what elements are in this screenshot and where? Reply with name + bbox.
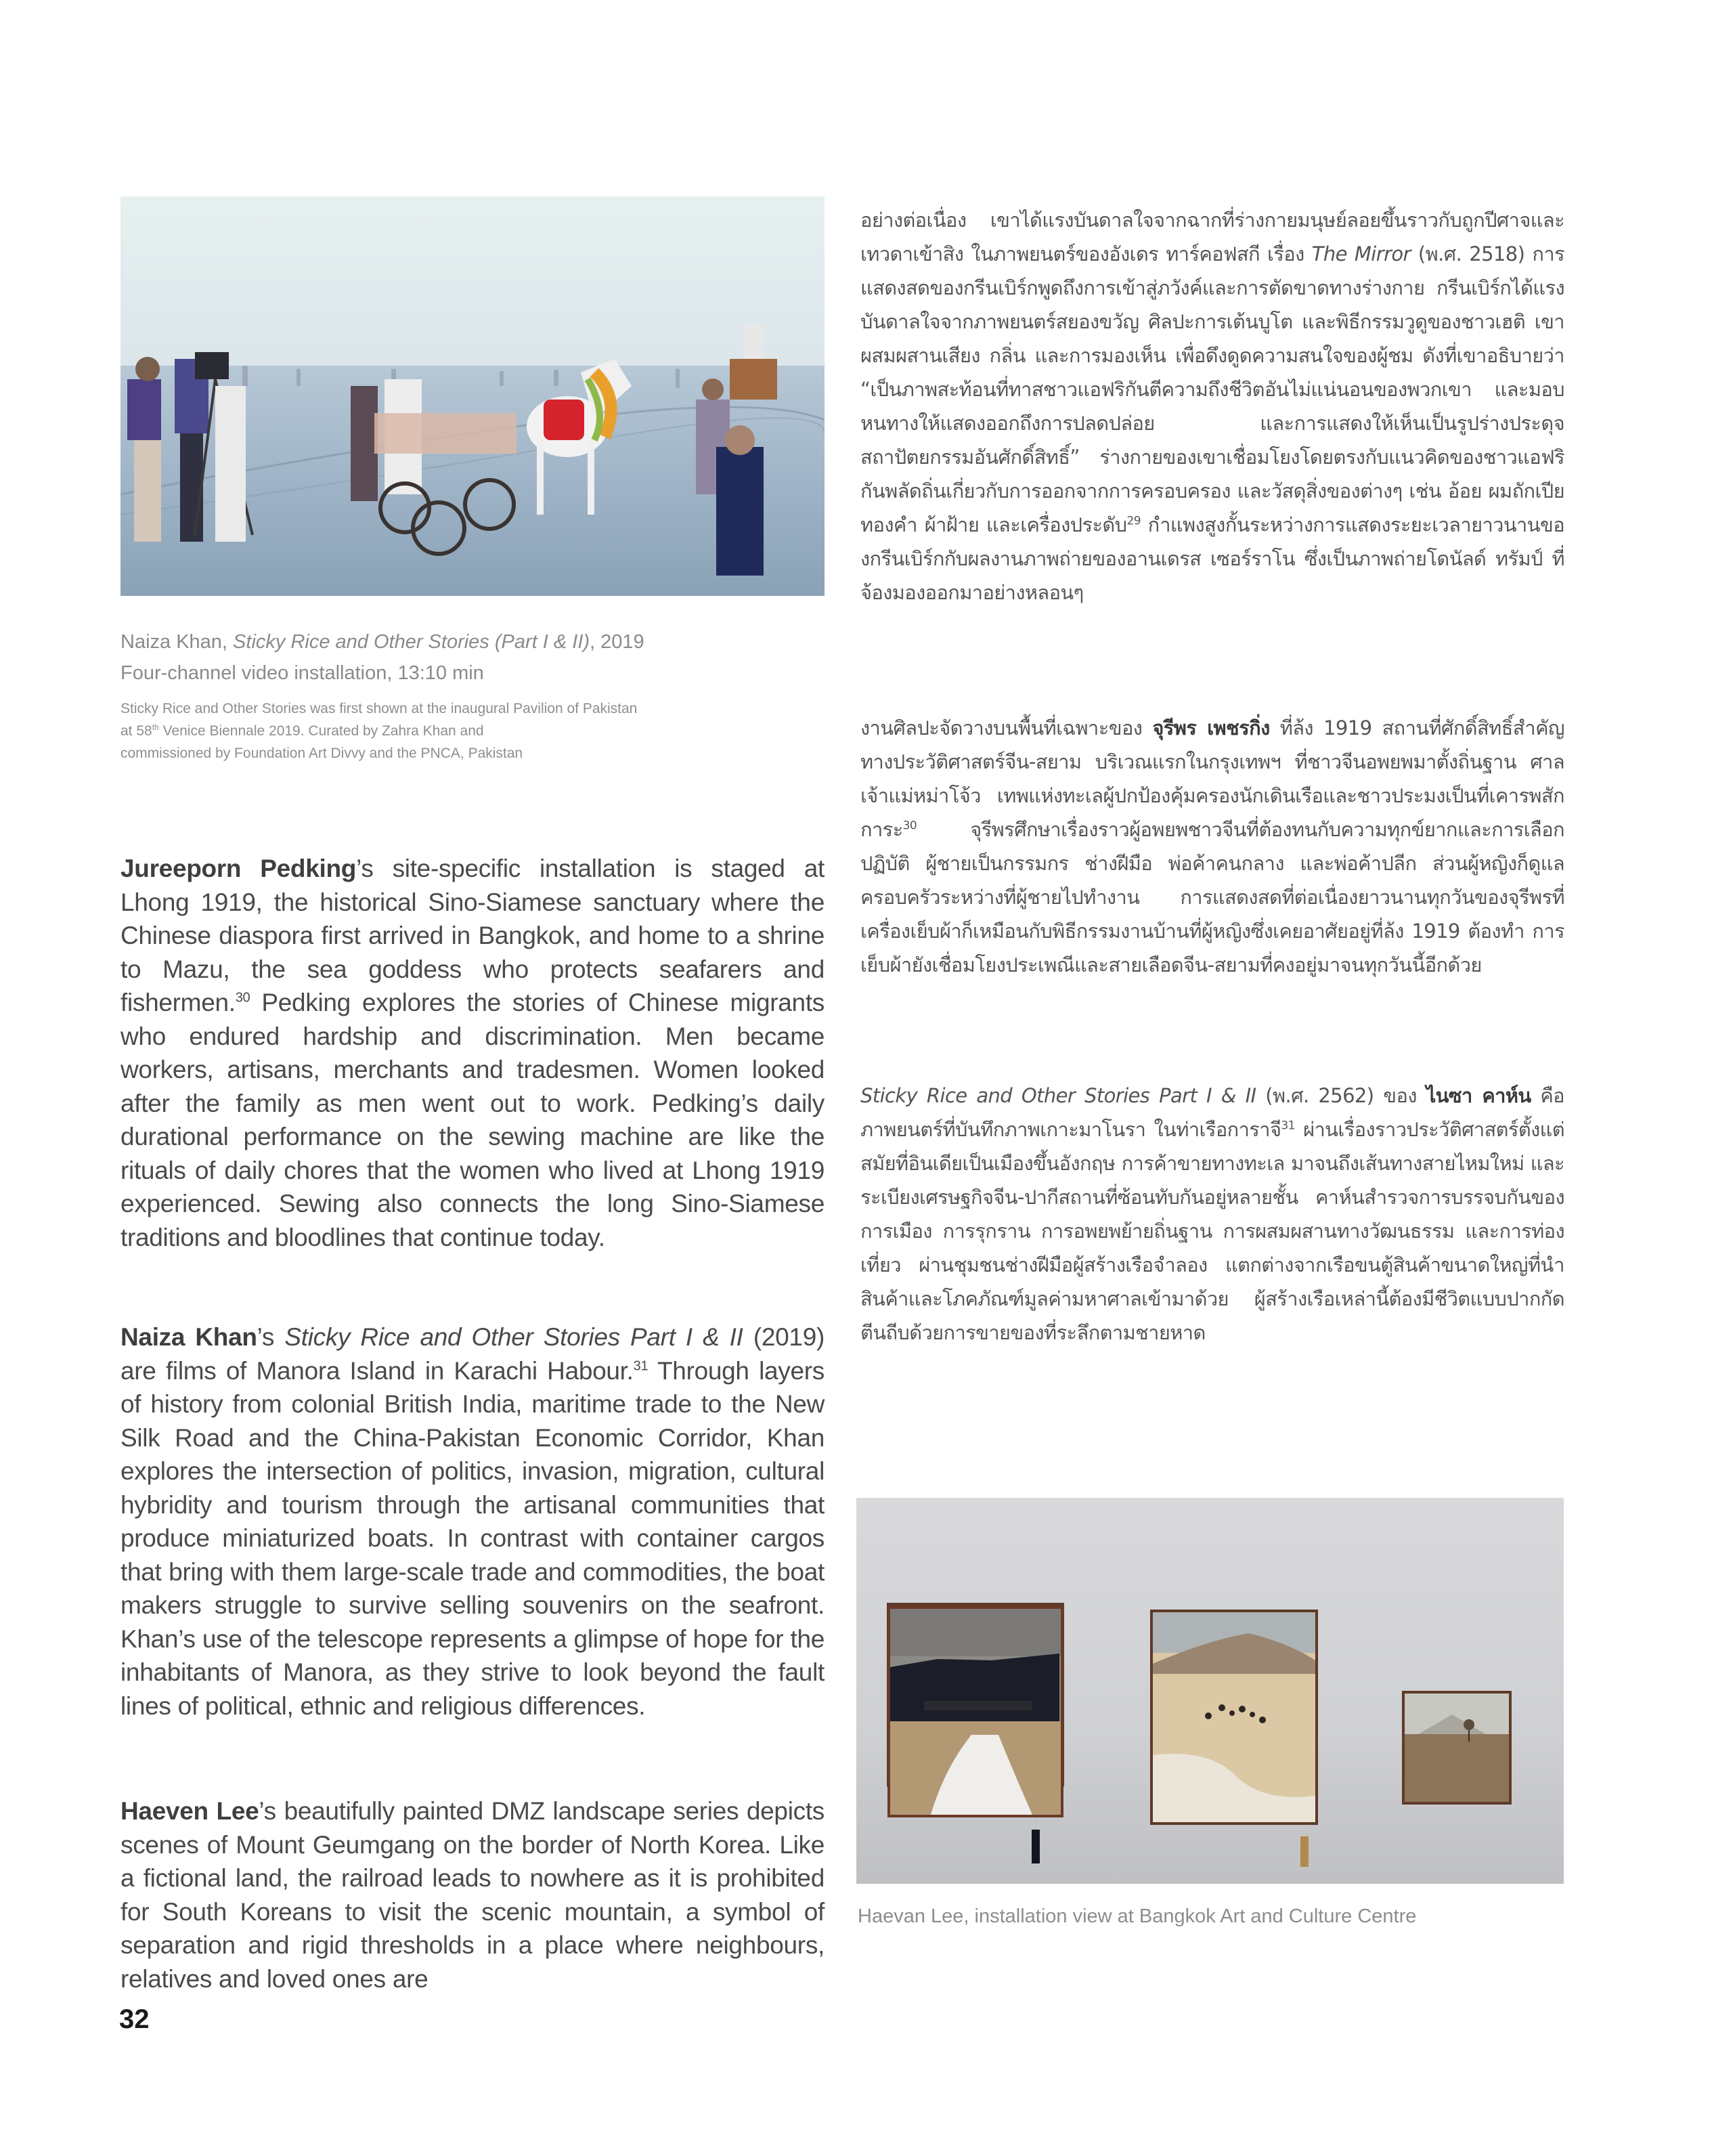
page-number: 32	[119, 2004, 150, 2034]
beach-photo-caption	[120, 626, 825, 689]
paragraph-khan: Naiza Khan’s Sticky Rice and Other Stories Part I & II (2019) are films of Manora Island in Karachi Habour.$^{31}$ Through layers of history from colonial British India, maritime trade to the New Silk Road and the China-Pakistan Economic Corridor, Khan explores the intersection of politics, invasion, migration, cultural hybridity and tourism through the artisanal communities that produce miniaturized boats. In contrast with container cargos that bring with them large-scale trade and commodities, the boat makers struggle to survive selling souvenirs on the seafront. Khan’s use of the telescope represents a glimpse of hope for the inhabitants of Manora, as they strive to look beyond the fault lines of political, ethnic and religious differences.	[120, 1323, 825, 1720]
thai-paragraph-greenberg: อย่างต่อเนื่อง เขาได้แรงบันดาลใจจากฉากที่ร่างกายมนุษย์ลอยขึ้นราวกับถูกปีศาจและเทวดาเข้าสิง ในภาพยนตร์ของอังเดร ทาร์คอฟสกี เรื่อง The Mirror (พ.ศ. 2518) การแสดงสดของกรีนเบิร์กพูดถึงการเข้าสู่ภวังค์และการตัดขาดทางร่างกาย กรีนเบิร์กได้แรงบันดาลใจจากภาพยนตร์สยองขวัญ ศิลปะการเต้นบูโต และพิธีกรรมวูดูของชาวเฮติ เขาผสมผสานเสียง กลิ่น และการมองเห็น เพื่อดึงดูดความสนใจของผู้ชม ดังที่เขาอธิบายว่า “เป็นภาพสะท้อนที่ทาสชาวแอฟริกันตีความถึงชีวิตอันไม่แน่นอนของพวกเขา และมอบหนทางให้แสดงออกถึงการปลดปล่อย และการแสดงให้เห็นเป็นรูปร่างประดุจสถาปัตยกรรมอันศักดิ์สิทธิ์” ร่างกายของเขาเชื่อมโยงโดยตรงกับแนวคิดของชาวแอฟริกันพลัดถิ่นเกี่ยวกับการออกจากการครอบครอง และวัสดุสิ่งของต่างๆ เช่น อ้อย ผมถักเปีย ทองคำ ผ้าฝ้าย และเครื่องประดับ$^{29}$ กำแพงสูงกั้นระหว่างการแสดงระยะเวลายาวนานของกรีนเบิร์กกับผลงานภาพถ่ายของอานเดรส เซอร์ราโน ซึ่งเป็นภาพถ่ายโดนัลด์ ทรัมป์ ที่จ้องมองออกมาอย่างหลอนๆ	[860, 209, 1565, 604]
paragraph-pedking: Jureeporn Pedking’s site-specific installation is staged at Lhong 1919, the historical Sino-Siamese sanctuary where the Chinese diaspora first arrived in Bangkok, and home to a shrine to Mazu, the sea goddess who protects seafarers and fishermen.$^{30}$ Pedking explores the stories of Chinese migrants who endured hardship and discrimination. Men became workers, artisans, merchants and tradesmen. Women looked after the family as men went out to work. Pedking’s daily durational performance on the sewing machine are like the rituals of daily chores that the women who lived at Lhong 1919 experienced. Sewing also connects the long Sino-Siamese traditions and bloodlines that continue today.	[120, 855, 825, 1251]
footnote-ref[interactable]: 30	[235, 990, 250, 1006]
beach-photo-credit-note: Sticky Rice and Other Stories was first shown at the inaugural Pavilion of Pakistan at 58th Venice Biennale 2019. Curated by Zahra Khan and commissioned by Foundation Art Divvy and the PNCA, Pakistan	[120, 701, 638, 761]
gallery-photo-illustration	[856, 1498, 1564, 1884]
caption-title-line: Naiza Khan, Sticky Rice and Other Stories (Part I & II), 2019	[120, 631, 644, 653]
artist-name: ไนซา คาห์น	[1426, 1084, 1531, 1107]
gallery-photo-caption: Haevan Lee, installation view at Bangkok Art and Culture Centre	[858, 1905, 1417, 1927]
artist-name: Jureeporn Pedking	[120, 855, 357, 882]
artist-name: Haeven Lee	[120, 1797, 259, 1825]
paragraph-lee: Haeven Lee’s beautifully painted DMZ landscape series depicts scenes of Mount Geumgang on the border of North Korea. Like a fictional land, the railroad leads to nowhere as it is prohibited for South Koreans to visit the scenic mountain, a symbol of separation and rigid thresholds in a place where neighbours, relatives and loved ones are	[120, 1797, 825, 1993]
beach-photo	[120, 196, 825, 596]
thai-paragraph-pedking: งานศิลปะจัดวางบนพื้นที่เฉพาะของ จุรีพร เพชรกิ่ง ที่ล้ง 1919 สถานที่ศักดิ์สิทธิ์สำคัญทางประวัติศาสตร์จีน-สยาม บริเวณแรกในกรุงเทพฯ ที่ชาวจีนอพยพมาตั้งถิ่นฐาน ศาลเจ้าแม่หม่าโจ้ว เทพแห่งทะเลผู้ปกป้องคุ้มครองนักเดินเรือและชาวประมงเป็นที่เคารพสักการะ$^{30}$ จุรีพรศึกษาเรื่องราวผู้อพยพชาวจีนที่ต้องทนกับความทุกข์ยากและการเลือกปฏิบัติ ผู้ชายเป็นกรรมกร ช่างฝีมือ พ่อค้าคนกลาง และพ่อค้าปลีก ส่วนผู้หญิงก็ดูแลครอบครัวระหว่างที่ผู้ชายไปทำงาน การแสดงสดที่ต่อเนื่องยาวนานทุกวันของจุรีพรที่เครื่องเย็บผ้าก็เหมือนกับพิธีกรรมงานบ้านที่ผู้หญิงซึ่งเคยอาศัยอยู่ที่ล้ง 1919 ต้องทำ การเย็บผ้ายังเชื่อมโยงประเพณีและสายเลือดจีน-สยามที่คงอยู่มาจนทุกวันนี้อีกด้วย	[860, 716, 1565, 976]
caption-medium-line: Four-channel video installation, 13:10 min	[120, 662, 484, 684]
footnote-ref[interactable]: 31	[633, 1358, 649, 1374]
footnote-ref[interactable]: 31	[1281, 1119, 1295, 1133]
work-title: Sticky Rice and Other Stories Part I & II	[860, 1084, 1256, 1107]
gallery-photo	[856, 1498, 1564, 1884]
thai-paragraph-khan: Sticky Rice and Other Stories Part I & II (พ.ศ. 2562) ของ ไนซา คาห์น คือภาพยนตร์ที่บันทึกภาพเกาะมาโนรา ในท่าเรือการาจี$^{31}$ ผ่านเรื่องราวประวัติศาสตร์ตั้งแต่สมัยที่อินเดียเป็นเมืองขึ้นอังกฤษ การค้าขายทางทะเล มาจนถึงเส้นทางสายไหมใหม่ และระเบียงเศรษฐกิจจีน-ปากีสถานที่ซ้อนทับกันอยู่หลายชั้น คาห์นสำรวจการบรรจบกันของการเมือง การรุกราน การอพยพย้ายถิ่นฐาน การผสมผสานทางวัฒนธรรม และการท่องเที่ยว ผ่านชุมชนช่างฝีมือผู้สร้างเรือจำลอง แตกต่างจากเรือขนตู้สินค้าขนาดใหญ่ที่นำสินค้าและโภคภัณฑ์มูลค่ามหาศาลเข้ามาด้วย ผู้สร้างเรือเหล่านี้ต้องมีชีวิตแบบปากกัดตีนถีบด้วยการขายของที่ระลึกตามชายหาด	[860, 1084, 1564, 1344]
film-title: The Mirror	[1311, 242, 1411, 265]
artist-name: จุรีพร เพชรกิ่ง	[1152, 716, 1270, 739]
beach-photo-illustration	[120, 196, 825, 596]
footnote-ref[interactable]: 30	[902, 819, 917, 833]
work-title: Sticky Rice and Other Stories Part I & II	[284, 1323, 743, 1351]
artist-name: Naiza Khan	[120, 1323, 257, 1351]
footnote-ref[interactable]: 29	[1126, 514, 1141, 528]
